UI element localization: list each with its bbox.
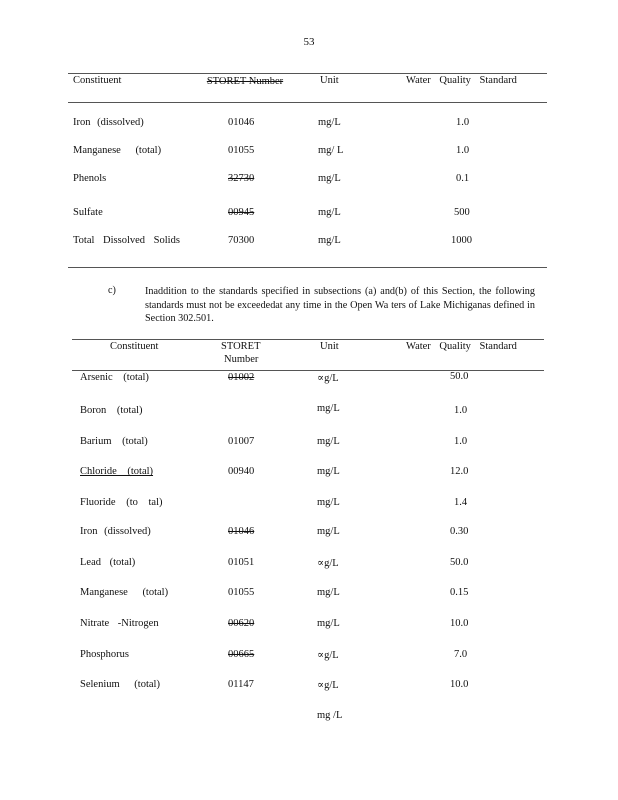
row-storet: 01051 bbox=[228, 557, 255, 568]
table1-header-standard: Water Quality Standard bbox=[406, 75, 517, 86]
row-constituent: Barium (total) bbox=[80, 436, 148, 447]
row-unit: mg/L bbox=[318, 235, 341, 246]
row-standard: 10.0 bbox=[450, 679, 469, 690]
paragraph-text: Inaddition to the standards specified in subsections (a) and(b) of this Section, the following standards must not be exceededat any time in the Open Wa ters of Lake Michiganas defined in Section 302.501. bbox=[145, 286, 535, 324]
page-number: 53 bbox=[303, 36, 315, 48]
trailing-unit: mg /L bbox=[317, 710, 343, 721]
constituent-text: Chloride (total) bbox=[80, 466, 154, 477]
row-constituent: Nitrate -Nitrogen bbox=[80, 618, 159, 629]
row-storet: 01055 bbox=[228, 587, 255, 598]
row-unit: mg/L bbox=[317, 466, 340, 477]
row-standard: 1.0 bbox=[456, 117, 470, 128]
row-constituent: Arsenic (total) bbox=[80, 372, 149, 383]
row-constituent: Phosphorus bbox=[80, 649, 130, 660]
row-unit: mg/L bbox=[317, 526, 340, 537]
table2-header-constituent: Constituent bbox=[110, 341, 159, 352]
row-storet: 01002 bbox=[228, 372, 255, 383]
table1-bottom-rule bbox=[68, 267, 547, 268]
table1-header-storet: STORET Number bbox=[206, 76, 284, 87]
row-unit: mg/L bbox=[318, 173, 341, 184]
row-storet: 01147 bbox=[228, 679, 254, 690]
row-standard: 500 bbox=[454, 207, 470, 218]
row-unit: mg/L bbox=[318, 207, 341, 218]
row-standard: 50.0 bbox=[450, 371, 469, 382]
row-constituent: Selenium (total) bbox=[80, 679, 160, 690]
row-storet: 01046 bbox=[228, 117, 255, 128]
row-standard: 1.0 bbox=[454, 436, 468, 447]
row-unit: ∝g/L bbox=[317, 373, 339, 384]
row-storet: 01007 bbox=[228, 436, 255, 447]
table2-header-storet-line1: STORET bbox=[221, 341, 261, 352]
row-unit: mg/L bbox=[317, 497, 340, 508]
row-storet: 00665 bbox=[228, 649, 255, 660]
row-standard: 1.0 bbox=[454, 405, 468, 416]
row-standard: 1.0 bbox=[456, 145, 470, 156]
table1-header-constituent: Constituent bbox=[73, 75, 122, 86]
table2-header-rule bbox=[72, 370, 544, 371]
row-unit: ∝g/L bbox=[317, 680, 339, 691]
row-storet: 00940 bbox=[228, 466, 255, 477]
table2-top-rule bbox=[72, 339, 544, 340]
row-constituent: Manganese (total) bbox=[80, 587, 169, 598]
row-unit: ∝g/L bbox=[317, 558, 339, 569]
row-unit: ∝g/L bbox=[317, 650, 339, 661]
row-unit: mg/L bbox=[317, 618, 340, 629]
row-constituent: Lead (total) bbox=[80, 557, 136, 568]
row-standard: 0.30 bbox=[450, 526, 469, 537]
row-constituent: Phenols bbox=[73, 173, 107, 184]
row-storet: 00620 bbox=[228, 618, 255, 629]
table1-top-rule bbox=[68, 73, 547, 74]
row-storet: 01046 bbox=[228, 526, 255, 537]
row-unit: mg/L bbox=[318, 117, 341, 128]
row-standard: 10.0 bbox=[450, 618, 469, 629]
row-standard: 12.0 bbox=[450, 466, 469, 477]
row-unit: mg/ L bbox=[318, 145, 344, 156]
table2-header-standard: Water Quality Standard bbox=[406, 341, 517, 352]
table1-header-unit: Unit bbox=[320, 75, 339, 86]
row-constituent: Manganese (total) bbox=[73, 145, 162, 156]
paragraph-label: c) bbox=[108, 285, 116, 296]
row-constituent: Boron (total) bbox=[80, 405, 143, 416]
row-constituent: Iron (dissolved) bbox=[80, 526, 151, 537]
row-unit: mg/L bbox=[317, 403, 340, 414]
table2-header-storet-line2: Number bbox=[224, 354, 259, 365]
row-storet: 32730 bbox=[228, 173, 255, 184]
row-unit: mg/L bbox=[317, 587, 340, 598]
row-constituent: Iron (dissolved) bbox=[73, 117, 144, 128]
table1-header-rule bbox=[68, 102, 547, 103]
row-storet: 00945 bbox=[228, 207, 255, 218]
row-standard: 1.4 bbox=[454, 497, 468, 508]
row-standard: 7.0 bbox=[454, 649, 468, 660]
row-storet: 01055 bbox=[228, 145, 255, 156]
row-storet: 70300 bbox=[228, 235, 255, 246]
row-standard: 1000 bbox=[451, 235, 472, 246]
row-constituent: Fluoride (to tal) bbox=[80, 497, 163, 508]
row-unit: mg/L bbox=[317, 436, 340, 447]
row-constituent: Sulfate bbox=[73, 207, 103, 218]
row-constituent: Total Dissolved Solids bbox=[73, 235, 180, 246]
row-standard: 0.1 bbox=[456, 173, 470, 184]
table2-header-unit: Unit bbox=[320, 341, 339, 352]
row-constituent bbox=[80, 466, 153, 477]
row-standard: 50.0 bbox=[450, 557, 469, 568]
row-standard: 0.15 bbox=[450, 587, 469, 598]
